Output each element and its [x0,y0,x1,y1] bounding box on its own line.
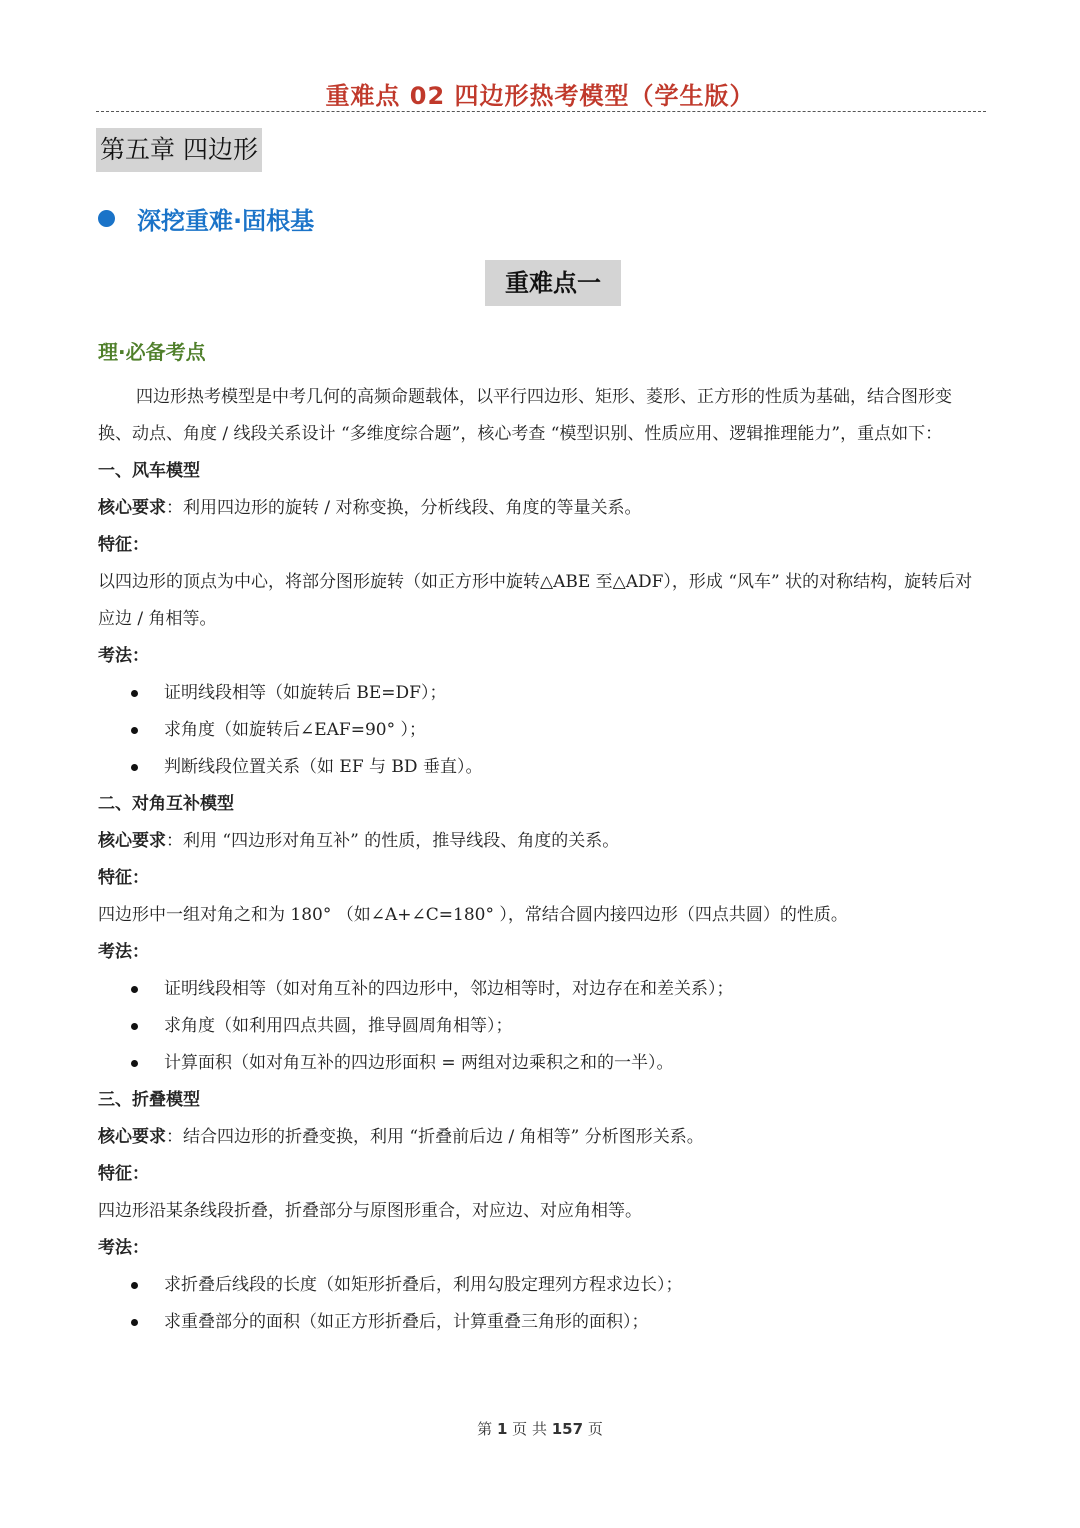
document-body [98,379,978,1341]
bullet-icon [131,1282,138,1289]
method-list [98,675,978,786]
footer-suffix: 页 [587,1420,603,1438]
intro-paragraph: 四边形热考模型是中考几何的高频命题载体，以平行四边形、矩形、菱形、正方形的性质为基础，结合图形变换、动点、角度 / 线段关系设计 “多维度综合题”，核心考查 “模型识别、性质应用、逻辑推理能力”，重点如下： [98,387,952,444]
current-page-number: 1 [496,1420,508,1438]
bullet-icon [131,690,138,697]
core-label: 核心要求 [98,1127,166,1147]
method-label: 考法： [98,1238,149,1258]
colon: ： [166,498,183,518]
focus-point-box: 重难点一 [485,260,621,306]
method-list [98,971,978,1082]
model-title: 一、风车模型 [98,461,200,481]
list-item-text: 判断线段位置关系（如 EF 与 BD 垂直）。 [164,757,483,777]
header-divider [96,111,986,112]
list-item-text: 计算面积（如对角互补的四边形面积 = 两组对边乘积之和的一半）。 [164,1053,674,1073]
bullet-icon [131,1319,138,1326]
footer-prefix: 第 [477,1420,493,1438]
core-requirement [98,490,978,527]
bullet-icon [131,727,138,734]
total-page-count: 157 [551,1420,584,1438]
subheading: 理·必备考点 [98,340,206,364]
list-item-text: 求角度（如利用四点共圆，推导圆周角相等）； [164,1016,513,1036]
bullet-dot-icon [98,210,115,227]
list-item [98,712,978,749]
core-requirement [98,1119,978,1156]
model-title: 二、对角互补模型 [98,794,234,814]
list-item [98,749,978,786]
list-item-text: 证明线段相等（如旋转后 BE=DF）； [164,683,447,703]
feature-text: 四边形中一组对角之和为 180° （如∠A+∠C=180° ），常结合圆内接四边形（四点共圆）的性质。 [98,905,848,925]
feature-text: 四边形沿某条线段折叠，折叠部分与原图形重合，对应边、对应角相等。 [98,1201,642,1221]
list-item-text: 求折叠后线段的长度（如矩形折叠后，利用勾股定理列方程求边长）； [164,1275,683,1295]
bullet-icon [131,1023,138,1030]
section-heading [98,200,314,236]
page-footer [0,1418,1080,1439]
feature-label: 特征： [98,868,149,888]
feature-label: 特征： [98,535,149,555]
section-heading-text: 深挖重难·固根基 [137,206,315,235]
footer-middle: 页 共 [512,1420,547,1438]
list-item [98,1045,978,1082]
core-label: 核心要求 [98,831,166,851]
feature-label: 特征： [98,1164,149,1184]
page-header-title: 重难点 02 四边形热考模型（学生版） [325,82,755,110]
chapter-title: 第五章 四边形 [96,128,262,172]
method-list [98,1267,978,1341]
bullet-icon [131,986,138,993]
list-item [98,971,978,1008]
list-item-text: 求重叠部分的面积（如正方形折叠后，计算重叠三角形的面积）； [164,1312,649,1332]
method-label: 考法： [98,942,149,962]
core-requirement [98,823,978,860]
core-label: 核心要求 [98,498,166,518]
list-item [98,1267,978,1304]
list-item [98,1304,978,1341]
model-title: 三、折叠模型 [98,1090,200,1110]
list-item-text: 证明线段相等（如对角互补的四边形中，邻边相等时，对边存在和差关系）； [164,979,734,999]
feature-text: 以四边形的顶点为中心，将部分图形旋转（如正方形中旋转△ABE 至△ADF），形成 “风车” 状的对称结构，旋转后对应边 / 角相等。 [98,572,973,629]
list-item [98,1008,978,1045]
bullet-icon [131,1060,138,1067]
bullet-icon [131,764,138,771]
core-text: 利用四边形的旋转 / 对称变换，分析线段、角度的等量关系。 [183,498,642,518]
core-text: 利用 “四边形对角互补” 的性质，推导线段、角度的关系。 [183,831,620,851]
list-item-text: 求角度（如旋转后∠EAF=90° ）； [164,720,427,740]
colon: ： [166,1127,183,1147]
list-item [98,675,978,712]
colon: ： [166,831,183,851]
method-label: 考法： [98,646,149,666]
core-text: 结合四边形的折叠变换，利用 “折叠前后边 / 角相等” 分析图形关系。 [183,1127,704,1147]
